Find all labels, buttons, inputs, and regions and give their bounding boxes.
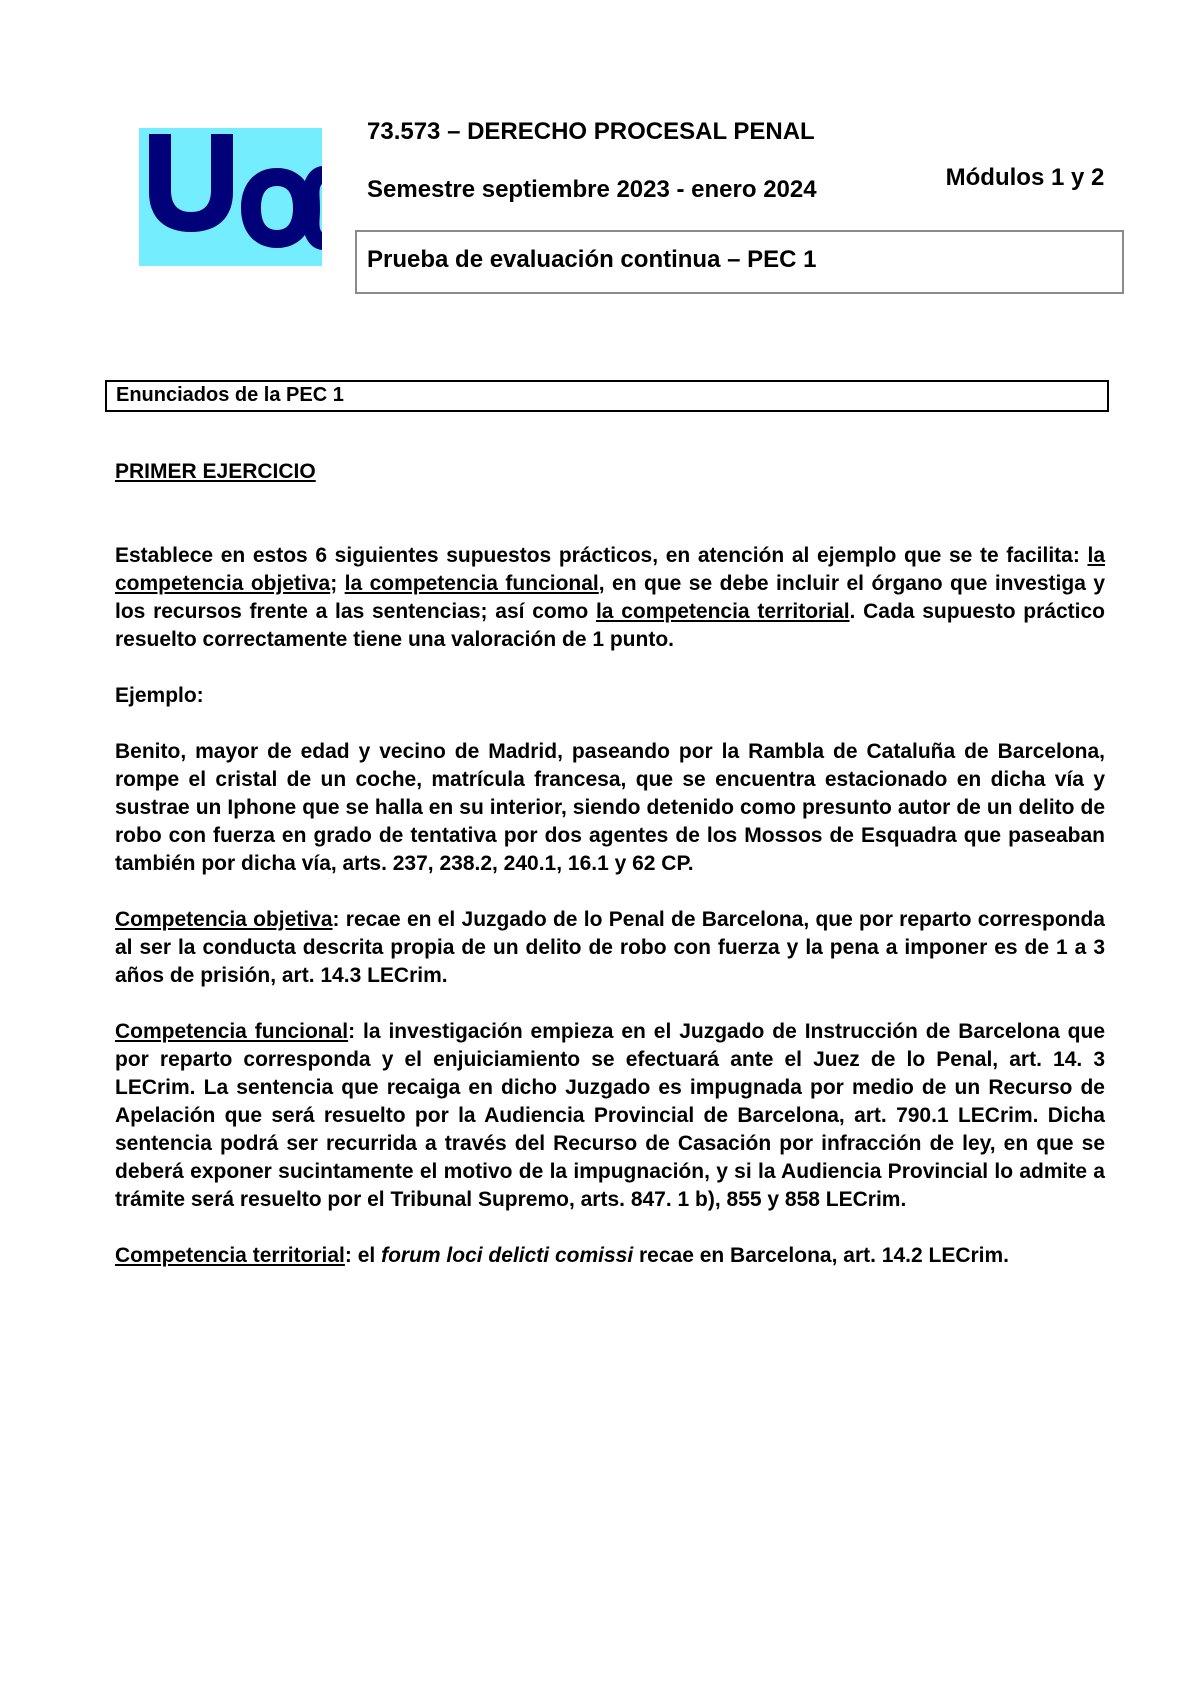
funcional-label: Competencia funcional bbox=[115, 1020, 349, 1043]
section-title: Enunciados de la PEC 1 bbox=[116, 384, 344, 406]
territorial-latin-phrase: forum loci delicti comissi bbox=[381, 1244, 634, 1267]
objetiva-text: : recae en el Juzgado de lo Penal de Barcelona, que por reparto corresponda al ser la conducta descrita propia de un delito de robo con fuerza y la pena a imponer es de 1 a 3 años de prisión, art. 14.3 LECrim. bbox=[115, 908, 1105, 987]
objetiva-paragraph bbox=[115, 906, 1105, 990]
section-title-box bbox=[105, 380, 1109, 412]
pec-title: Prueba de evaluación continua – PEC 1 bbox=[367, 246, 817, 273]
territorial-text-2: recae en Barcelona, art. 14.2 LECrim. bbox=[633, 1244, 1010, 1267]
objetiva-label: Competencia objetiva bbox=[115, 908, 333, 931]
example-paragraph: Benito, mayor de edad y vecino de Madrid, paseando por la Rambla de Cataluña de Barcelona, rompe el cristal de un coche, matrícula francesa, que se encuentra estacionado en dicha vía y sustrae un Iphone que se halla en su interior, siendo detenido como presunto autor de un delito de robo con fuerza en grado de tentativa por dos agentes de los Mossos de Esquadra que paseaban también por dicha vía, arts. 237, 238.2, 240.1, 16.1 y 62 CP. bbox=[115, 740, 1105, 875]
funcional-paragraph bbox=[115, 1018, 1105, 1214]
example-label: Ejemplo: bbox=[115, 684, 204, 707]
document-body bbox=[115, 458, 1105, 1270]
intro-underline-territorial: la competencia territorial bbox=[595, 600, 850, 623]
intro-text-2: ; bbox=[330, 572, 345, 595]
course-title: 73.573 – DERECHO PROCESAL PENAL bbox=[367, 118, 815, 145]
modules-label: Módulos 1 y 2 bbox=[945, 164, 1105, 191]
pec-title-box bbox=[355, 230, 1124, 294]
intro-underline-funcional: la competencia funcional bbox=[344, 572, 599, 595]
intro-text-4: . Cada supuesto práctico resuelto correctamente tiene una valoración de 1 punto. bbox=[115, 600, 1105, 651]
uoc-logo-mark bbox=[139, 128, 322, 266]
territorial-text-1: : el bbox=[344, 1244, 382, 1267]
uoc-logo bbox=[139, 128, 322, 266]
intro-text-1: Establece en estos 6 siguientes supuestos prácticos, en atención al ejemplo que se te facilita: bbox=[115, 544, 1088, 567]
exercise-heading: PRIMER EJERCICIO bbox=[115, 460, 316, 483]
intro-underline-objetiva: la competencia objetiva bbox=[115, 544, 1105, 595]
funcional-text: : la investigación empieza en el Juzgado de Instrucción de Barcelona que por reparto corresponda y el enjuiciamiento se efectuará ante el Juez de lo Penal, art. 14. 3 LECrim. La sentencia que recaiga en dicho Juzgado es impugnada por medio de un Recurso de Apelación que será resuelto por la Audiencia Provincial de Barcelona, art. 790.1 LECrim. Dicha sentencia podrá ser recurrida a través del Recurso de Casación por infracción de ley, en que se deberá exponer sucintamente el motivo de la impugnación, y si la Audiencia Provincial lo admite a trámite será resuelto por el Tribunal Supremo, arts. 847. 1 b), 855 y 858 LECrim. bbox=[115, 1020, 1105, 1211]
territorial-paragraph bbox=[115, 1242, 1105, 1270]
semester-label: Semestre septiembre 2023 - enero 2024 bbox=[367, 176, 817, 203]
territorial-label: Competencia territorial bbox=[115, 1244, 345, 1267]
intro-paragraph bbox=[115, 542, 1105, 654]
intro-text-3: , en que se debe incluir el órgano que investiga y los recursos frente a las sentencias; así como bbox=[115, 572, 1105, 623]
